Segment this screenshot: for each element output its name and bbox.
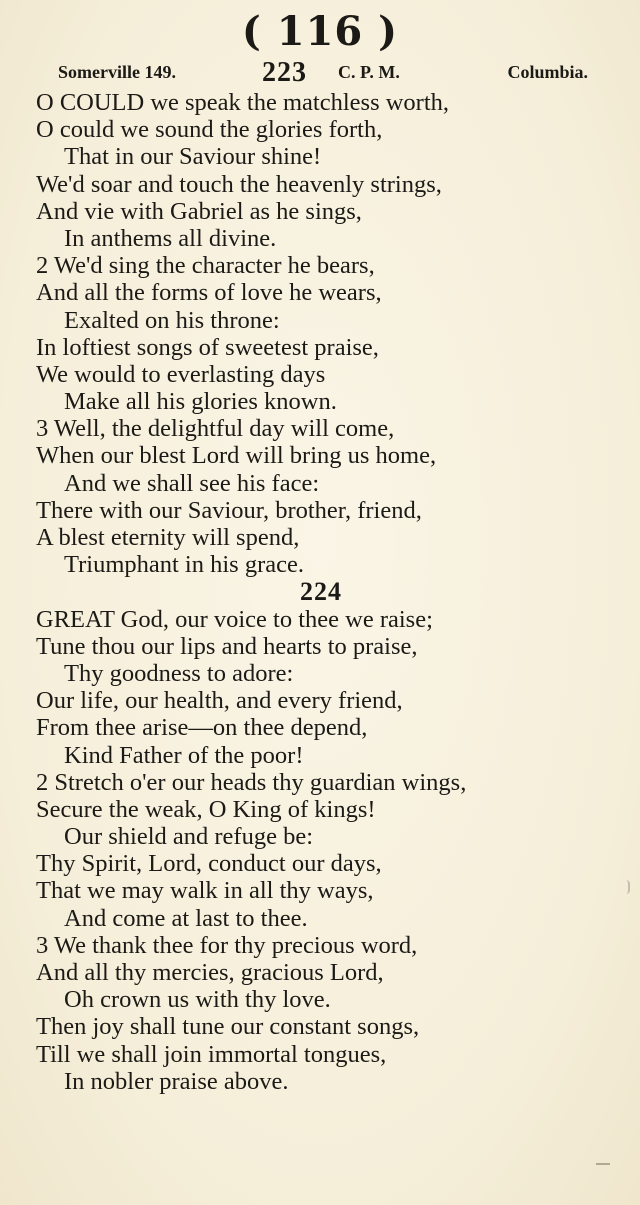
hymn-line: That in our Saviour shine!: [64, 143, 322, 171]
hymn-line: Our shield and refuge be:: [64, 823, 313, 851]
hymn-line: That we may walk in all thy ways,: [36, 877, 374, 905]
hymn-line: Thy goodness to adore:: [64, 659, 294, 687]
hymn-line: 2 Stretch o'er our heads thy guardian wings,: [36, 768, 467, 796]
hymn-line: And all the forms of love he wears,: [36, 279, 382, 307]
page-number: ( 116 ): [241, 8, 399, 55]
hymn-text: [36, 89, 606, 1095]
tune-name-left: Somerville 149.: [58, 62, 176, 82]
hymn-line: And we shall see his face:: [64, 469, 320, 497]
hymn-line: 3 We thank thee for thy precious word,: [36, 931, 418, 959]
hymn-line: Triumphant in his grace.: [64, 551, 304, 579]
page-blemish: [622, 880, 630, 894]
hymn-number: 224: [300, 577, 342, 607]
hymn-line: Till we shall join immortal tongues,: [36, 1040, 387, 1068]
hymn-line: A blest eternity will spend,: [36, 524, 300, 551]
hymn-line: In anthems all divine.: [64, 224, 277, 252]
hymn-line: Oh crown us with thy love.: [64, 986, 331, 1014]
hymn-line: Thy Spirit, Lord, conduct our days,: [36, 850, 382, 878]
hymn-line: We'd soar and touch the heavenly strings,: [36, 170, 442, 198]
hymn-line: Tune thou our lips and hearts to praise,: [36, 632, 418, 660]
hymn-line: And vie with Gabriel as he sings,: [36, 197, 362, 225]
hymn-line: 3 Well, the delightful day will come,: [36, 415, 395, 443]
hymn-number: 223: [262, 57, 307, 88]
hymn-line: There with our Saviour, brother, friend,: [36, 496, 422, 524]
hymn-line: Then joy shall tune our constant songs,: [36, 1013, 420, 1041]
hymn-line: In loftiest songs of sweetest praise,: [36, 333, 379, 361]
hymn-line: O COULD we speak the matchless worth,: [36, 89, 450, 116]
hymn-line: From thee arise—on thee depend,: [36, 714, 368, 742]
hymn-line: In nobler praise above.: [64, 1067, 289, 1095]
hymn-header: [58, 57, 588, 88]
hymn-line: Kind Father of the poor!: [64, 741, 304, 769]
hymn-line: And come at last to thee.: [64, 904, 308, 932]
meter: C. P. M.: [338, 62, 400, 82]
page-blemish: [596, 1163, 610, 1165]
hymn-line: Make all his glories known.: [64, 388, 337, 416]
hymn-line: O could we sound the glories forth,: [36, 116, 383, 144]
hymn-line: GREAT God, our voice to thee we raise;: [36, 605, 433, 633]
hymn-line: Secure the weak, O King of kings!: [36, 795, 376, 823]
hymn-line: When our blest Lord will bring us home,: [36, 442, 437, 470]
hymn-line: Exalted on his throne:: [64, 306, 280, 334]
hymn-line: We would to everlasting days: [36, 360, 326, 388]
tune-name-right: Columbia.: [507, 62, 588, 82]
hymn-line: 2 We'd sing the character he bears,: [36, 252, 375, 280]
hymn-line: Our life, our health, and every friend,: [36, 687, 403, 715]
hymn-line: And all thy mercies, gracious Lord,: [36, 959, 384, 986]
